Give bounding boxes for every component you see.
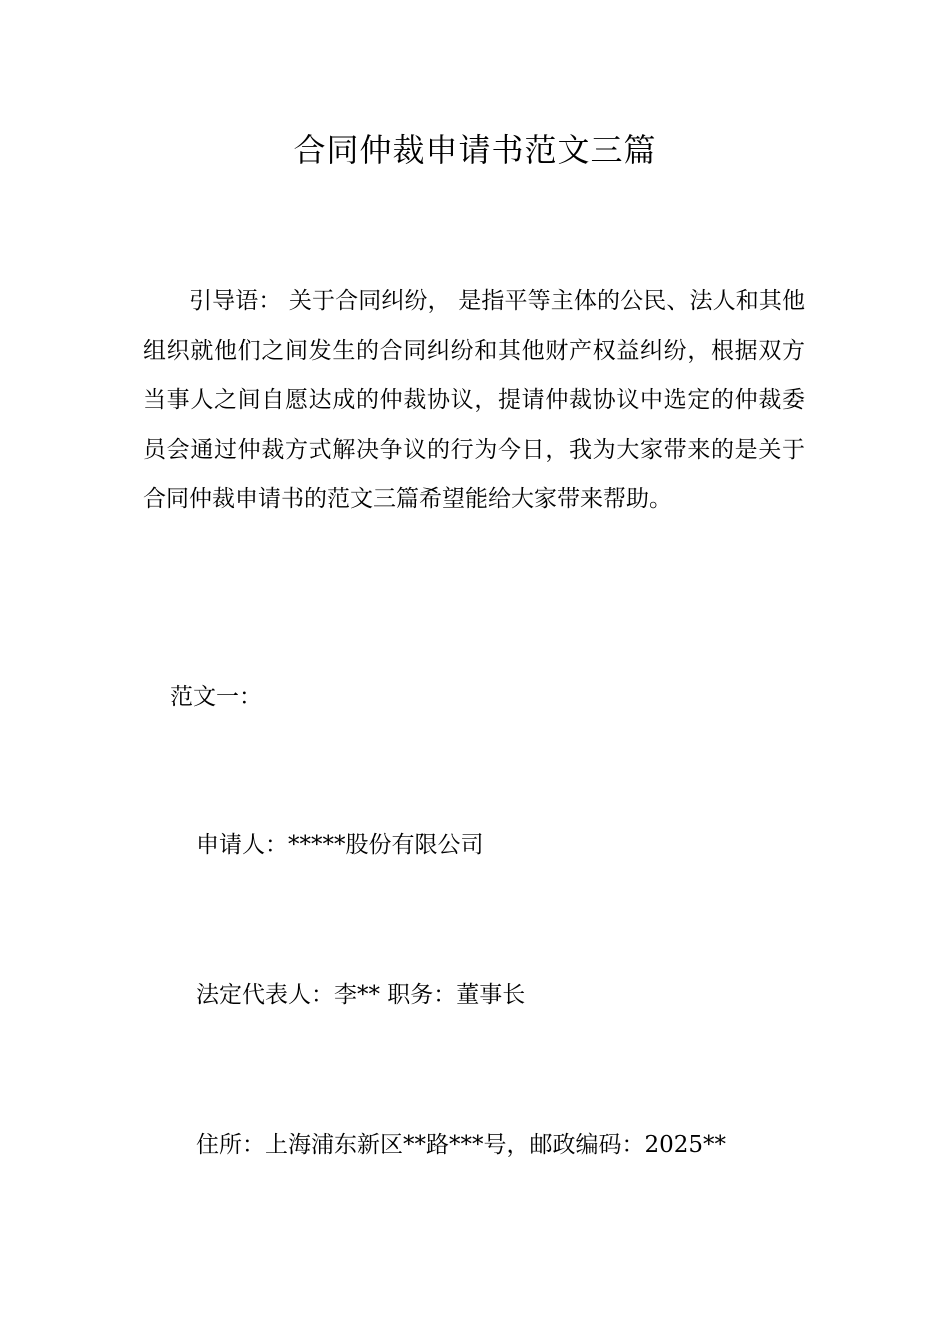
intro-paragraph: 引导语： 关于合同纠纷， 是指平等主体的公民、法人和其他组织就他们之间发生的合同纠纷和其他财产权益纠纷，根据双方当事人之间自愿达成的仲裁协议，提请仲裁协议中选定的仲裁委员会通过仲裁方式解决争议的行为今日，我为大家带来的是关于合同仲裁申请书的范文三篇希望能给大家带来帮助。	[143, 288, 805, 512]
applicant-line: 申请人：*****股份有限公司	[196, 832, 484, 858]
address-line: 住所：上海浦东新区**路***号，邮政编码：2025**	[196, 1132, 727, 1158]
section-label: 范文一：	[170, 684, 262, 710]
document-title: 合同仲裁申请书范文三篇	[293, 131, 657, 169]
legal-representative-line: 法定代表人：李** 职务：董事长	[196, 982, 526, 1008]
